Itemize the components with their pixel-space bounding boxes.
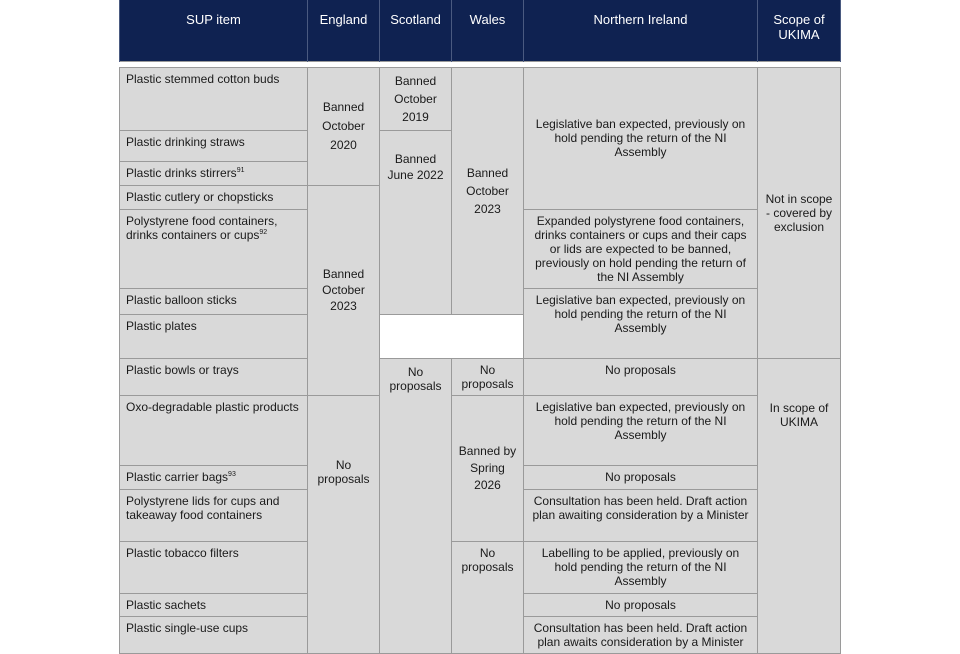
ni-lids: Consultation has been held. Draft action plan awaiting consideration by a Minister <box>524 489 758 541</box>
item-straws: Plastic drinking straws <box>120 130 308 161</box>
item-cotton-buds: Plastic stemmed cotton buds <box>120 67 308 130</box>
item-carrier-bags-label: Plastic carrier bags <box>126 469 229 484</box>
header-scope-ukima: Scope of UKIMA <box>758 0 841 61</box>
ni-cups: Consultation has been held. Draft action plan awaits consideration by a Minister <box>524 616 758 653</box>
header-scotland: Scotland <box>380 0 452 61</box>
header-wales: Wales <box>452 0 524 61</box>
footnote-92: 92 <box>259 228 268 236</box>
header-northern-ireland: Northern Ireland <box>524 0 758 61</box>
table-row <box>120 67 841 130</box>
wales-banned-2026: Banned by Spring 2026 <box>452 395 524 541</box>
ni-sachets: No proposals <box>524 593 758 616</box>
sup-comparison-table-wrapper <box>119 0 840 654</box>
scotland-banned-2019: Banned October 2019 <box>380 67 452 130</box>
item-polystyrene-containers <box>120 209 308 288</box>
ni-ban-expected-group-2: Legislative ban expected, previously on hold pending the return of the NI Assembly <box>524 288 758 358</box>
table-row <box>120 395 841 465</box>
scope-in-scope: In scope of UKIMA <box>758 358 841 653</box>
england-banned-2023: Banned October 2023 <box>308 185 380 395</box>
item-cutlery: Plastic cutlery or chopsticks <box>120 185 308 209</box>
footnote-91: 91 <box>236 166 245 174</box>
ni-bowls: No proposals <box>524 358 758 395</box>
england-banned-2020: Banned October 2020 <box>308 67 380 185</box>
item-polystyrene-containers-label: Polystyrene food containers, drinks containers or cups <box>126 213 278 242</box>
table-header-row <box>120 0 841 61</box>
ni-oxo: Legislative ban expected, previously on hold pending the return of the NI Assembly <box>524 395 758 465</box>
ni-carrier-bags: No proposals <box>524 465 758 489</box>
item-balloon-sticks: Plastic balloon sticks <box>120 288 308 314</box>
item-bowls: Plastic bowls or trays <box>120 358 308 395</box>
table-row <box>120 541 841 593</box>
item-lids: Polystyrene lids for cups and takeaway food containers <box>120 489 308 541</box>
england-no-proposals: No proposals <box>308 395 380 653</box>
header-sup-item: SUP item <box>120 0 308 61</box>
ni-tobacco: Labelling to be applied, previously on hold pending the return of the NI Assembly <box>524 541 758 593</box>
item-stirrers-label: Plastic drinks stirrers <box>126 165 237 180</box>
item-carrier-bags <box>120 465 308 489</box>
item-cups: Plastic single-use cups <box>120 616 308 653</box>
table-row <box>120 358 841 395</box>
scotland-no-proposals: No proposals <box>380 358 452 653</box>
item-sachets: Plastic sachets <box>120 593 308 616</box>
item-oxo: Oxo-degradable plastic products <box>120 395 308 465</box>
wales-no-proposals-bowls: No proposals <box>452 358 524 395</box>
scotland-banned-2022: Banned June 2022 <box>380 130 452 314</box>
item-plates: Plastic plates <box>120 314 308 358</box>
wales-no-proposals-tobacco: No proposals <box>452 541 524 653</box>
ni-ban-expected-group-1: Legislative ban expected, previously on hold pending the return of the NI Assembly <box>524 67 758 209</box>
sup-comparison-table <box>119 0 841 654</box>
ni-expanded-polystyrene: Expanded polystyrene food containers, drinks containers or cups and their caps or lids are expected to be banned, previously on hold pending the return of the NI Assembly <box>524 209 758 288</box>
wales-banned-2023: Banned October 2023 <box>452 67 524 314</box>
item-tobacco: Plastic tobacco filters <box>120 541 308 593</box>
item-stirrers <box>120 161 308 185</box>
header-england: England <box>308 0 380 61</box>
scope-not-in-scope: Not in scope - covered by exclusion <box>758 67 841 358</box>
footnote-93: 93 <box>228 470 236 478</box>
